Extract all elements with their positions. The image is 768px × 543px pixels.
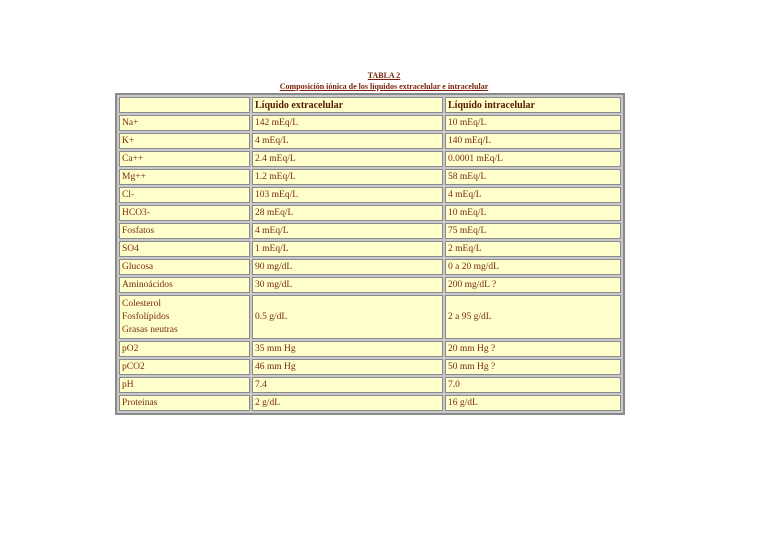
- row-label-cell: [119, 395, 250, 411]
- table-title: TABLA 2: [367, 71, 401, 80]
- extracellular-value: 4 mEq/L: [252, 223, 443, 239]
- row-label-cell: [119, 151, 250, 167]
- row-label: Grasas neutras: [122, 324, 178, 335]
- ion-composition-table: [115, 93, 625, 415]
- intracellular-value: 0.0001 mEq/L: [445, 151, 621, 167]
- row-label-cell: [119, 359, 250, 375]
- row-label: Aminoácidos: [122, 280, 173, 290]
- header-extracellular: Líquido extracelular: [252, 97, 443, 113]
- row-label: Fosfolípidos: [122, 311, 170, 322]
- row-label-cell: [119, 341, 250, 357]
- row-label: Proteínas: [122, 398, 158, 408]
- table-row: [119, 223, 621, 239]
- intracellular-value: 16 g/dL: [445, 395, 621, 411]
- table-body: [119, 115, 621, 411]
- row-label-cell: [119, 277, 250, 293]
- header-intracellular: Líquido intracelular: [445, 97, 621, 113]
- intracellular-value: 50 mm Hg ?: [445, 359, 621, 375]
- row-label: Na+: [122, 118, 139, 128]
- row-label: Colesterol: [122, 298, 162, 309]
- intracellular-value: 7.0: [445, 377, 621, 393]
- table-row: [119, 359, 621, 375]
- table-row: [119, 115, 621, 131]
- intracellular-value: 200 mg/dL ?: [445, 277, 621, 293]
- intracellular-value: 20 mm Hg ?: [445, 341, 621, 357]
- row-label-cell: [119, 295, 250, 339]
- row-label-cell: [119, 205, 250, 221]
- table-row: [119, 377, 621, 393]
- extracellular-value: 7.4: [252, 377, 443, 393]
- row-label-cell: [119, 115, 250, 131]
- row-label-cell: [119, 377, 250, 393]
- extracellular-value: 30 mg/dL: [252, 277, 443, 293]
- row-label: pH: [122, 380, 134, 390]
- table-row: [119, 259, 621, 275]
- header-cell-empty: [119, 97, 250, 113]
- row-label-cell: [119, 259, 250, 275]
- row-label: SO4: [122, 244, 139, 254]
- table-row: [119, 395, 621, 411]
- row-label-cell: [119, 187, 250, 203]
- header-row: [119, 97, 621, 113]
- intracellular-value: 2 a 95 g/dL: [445, 295, 621, 339]
- extracellular-value: 0.5 g/dL: [252, 295, 443, 339]
- intracellular-value: 75 mEq/L: [445, 223, 621, 239]
- extracellular-value: 28 mEq/L: [252, 205, 443, 221]
- table-caption: [0, 70, 768, 92]
- table-row: [119, 187, 621, 203]
- row-label-cell: [119, 133, 250, 149]
- table-row: [119, 133, 621, 149]
- intracellular-value: 10 mEq/L: [445, 205, 621, 221]
- row-label: Glucosa: [122, 262, 154, 272]
- extracellular-value: 142 mEq/L: [252, 115, 443, 131]
- extracellular-value: 1 mEq/L: [252, 241, 443, 257]
- row-label: K+: [122, 136, 135, 146]
- row-label: Ca++: [122, 154, 144, 164]
- table-row: [119, 205, 621, 221]
- table-row: [119, 241, 621, 257]
- intracellular-value: 4 mEq/L: [445, 187, 621, 203]
- extracellular-value: 35 mm Hg: [252, 341, 443, 357]
- row-label-cell: [119, 169, 250, 185]
- intracellular-value: 10 mEq/L: [445, 115, 621, 131]
- row-label: Mg++: [122, 172, 146, 182]
- extracellular-value: 46 mm Hg: [252, 359, 443, 375]
- table-row: [119, 169, 621, 185]
- row-label: Cl-: [122, 190, 135, 200]
- intracellular-value: 0 a 20 mg/dL: [445, 259, 621, 275]
- intracellular-value: 2 mEq/L: [445, 241, 621, 257]
- extracellular-value: 2 g/dL: [252, 395, 443, 411]
- row-label: Fosfatos: [122, 226, 155, 236]
- intracellular-value: 140 mEq/L: [445, 133, 621, 149]
- extracellular-value: 1.2 mEq/L: [252, 169, 443, 185]
- table-row: [119, 151, 621, 167]
- table-row: [119, 341, 621, 357]
- row-label-cell: [119, 241, 250, 257]
- row-label: pO2: [122, 344, 139, 354]
- extracellular-value: 4 mEq/L: [252, 133, 443, 149]
- extracellular-value: 90 mg/dL: [252, 259, 443, 275]
- row-label-cell: [119, 223, 250, 239]
- table-subtitle: Composición iónica de los líquidos extracelular e intracelular: [279, 82, 489, 91]
- extracellular-value: 103 mEq/L: [252, 187, 443, 203]
- extracellular-value: 2.4 mEq/L: [252, 151, 443, 167]
- row-label: pCO2: [122, 362, 145, 372]
- row-label: HCO3-: [122, 208, 150, 218]
- table-row: [119, 277, 621, 293]
- table-row: [119, 295, 621, 339]
- intracellular-value: 58 mEq/L: [445, 169, 621, 185]
